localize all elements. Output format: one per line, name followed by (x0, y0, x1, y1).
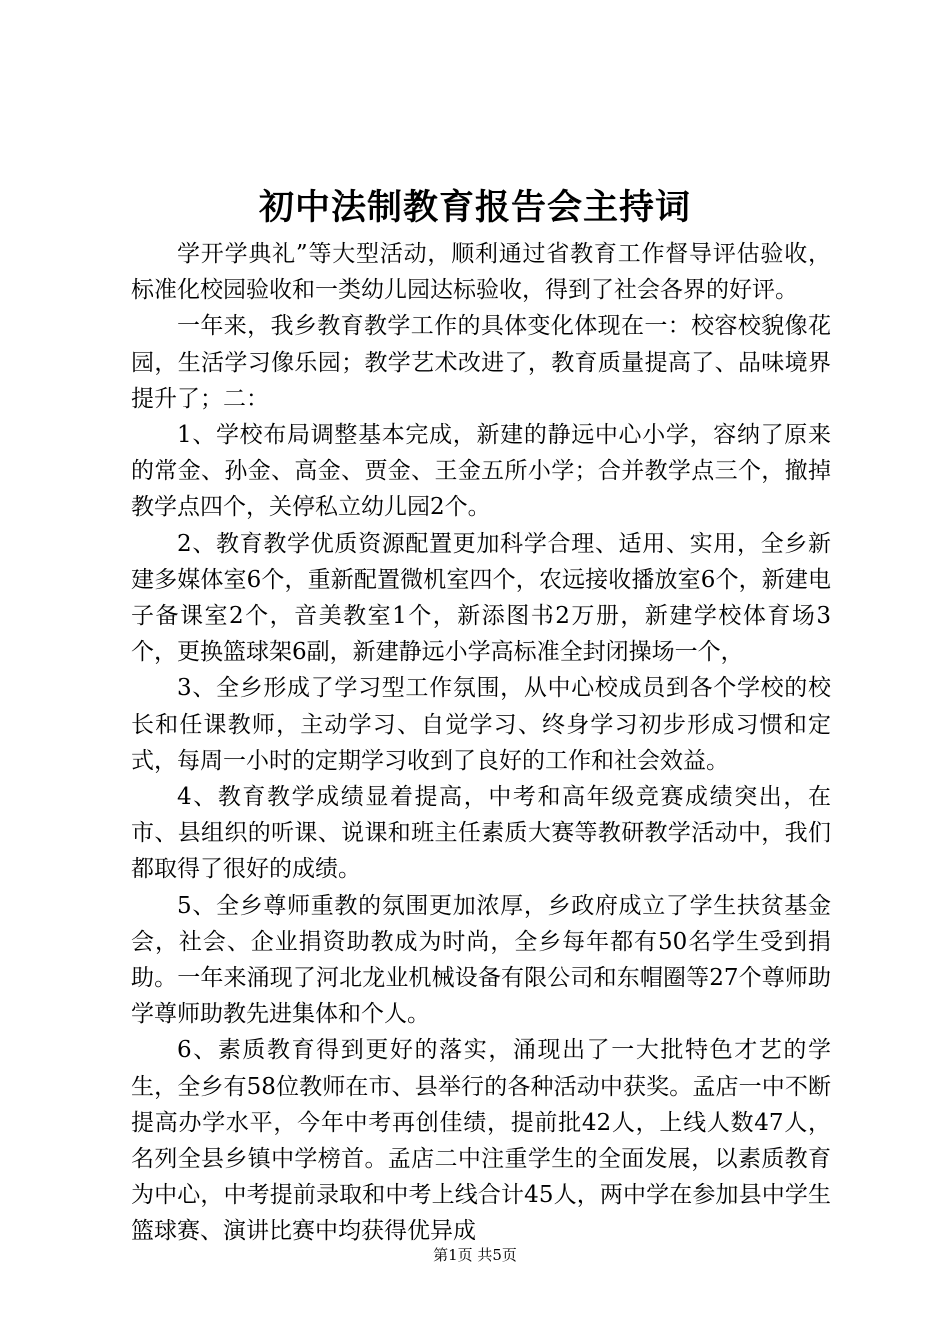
document-title: 初中法制教育报告会主持词 (258, 187, 691, 228)
paragraph: 4、教育教学成绩显着提高，中考和高年级竞赛成绩突出，在市、县组织的听课、说课和班主任素质大赛等教研教学活动中，我们都取得了很好的成绩。 (131, 784, 831, 883)
paragraph: 一年来，我乡教育教学工作的具体变化体现在一：校容校貌像花园，生活学习像乐园；教学艺术改进了，教育质量提高了、品味境界提升了；二： (131, 313, 831, 412)
page-indicator: 第1页 共5页 (433, 1246, 517, 1264)
paragraph: 学开学典礼”等大型活动，顺利通过省教育工作督导评估验收，标准化校园验收和一类幼儿园达标验收，得到了社会各界的好评。 (131, 241, 831, 304)
document-body (131, 236, 831, 1250)
paragraph: 2、教育教学优质资源配置更加科学合理、适用、实用，全乡新建多媒体室6个，重新配置微机室四个，农远接收播放室6个，新建电子备课室2个，音美教室1个，新添图书2万册，新建学校体育场3个，更换篮球架6副，新建静远小学高标准全封闭操场一个， (131, 530, 831, 666)
paragraph: 6、素质教育得到更好的落实，涌现出了一大批特色才艺的学生，全乡有58位教师在市、县举行的各种活动中获奖。孟店一中不断提高办学水平，今年中考再创佳绩，提前批42人，上线人数47人，名列全县乡镇中学榜首。孟店二中注重学生的全面发展，以素质教育为中心，中考提前录取和中考上线合计45人，两中学在参加县中学生篮球赛、演讲比赛中均获得优异成 (131, 1037, 831, 1245)
paragraph: 3、全乡形成了学习型工作氛围，从中心校成员到各个学校的校长和任课教师，主动学习、自觉学习、终身学习初步形成习惯和定式，每周一小时的定期学习收到了良好的工作和社会效益。 (131, 675, 831, 774)
paragraph: 5、全乡尊师重教的氛围更加浓厚，乡政府成立了学生扶贫基金会，社会、企业捐资助教成为时尚，全乡每年都有50名学生受到捐助。一年来涌现了河北龙业机械设备有限公司和东帽圈等27个尊师助学尊师助教先进集体和个人。 (131, 892, 831, 1028)
paragraph: 1、学校布局调整基本完成，新建的静远中心小学，容纳了原来的常金、孙金、高金、贾金、王金五所小学；合并教学点三个，撤掉教学点四个，关停私立幼儿园2个。 (131, 422, 831, 521)
